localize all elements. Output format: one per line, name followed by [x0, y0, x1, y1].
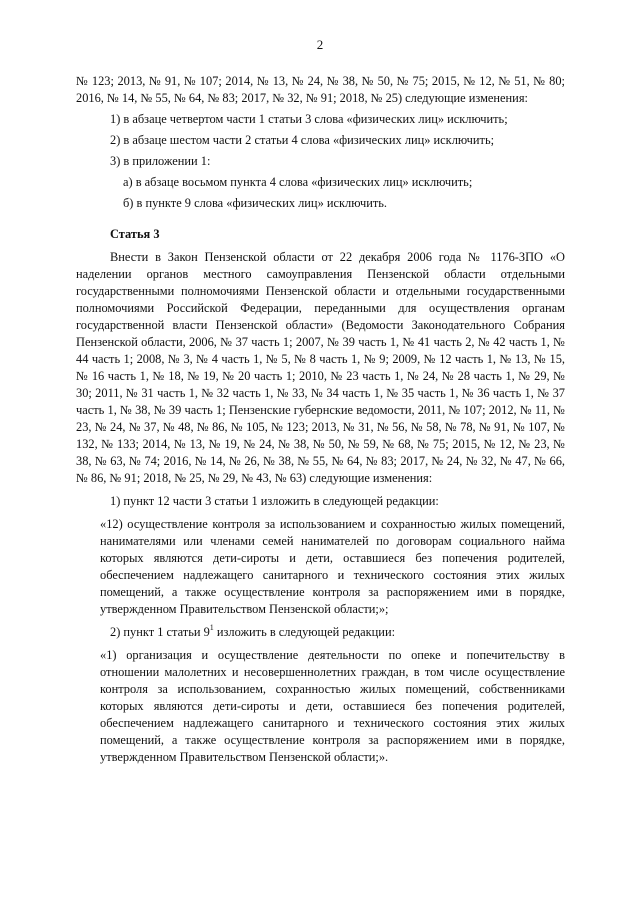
- intro-continuation: № 123; 2013, № 91, № 107; 2014, № 13, № 24, № 38, № 50, № 75; 2015, № 12, № 51, № 80; 2016, № 14, № 55, № 64, № 83; 2017, № 32, № 91; 2018, № 25) следующие изменения:: [76, 74, 565, 105]
- art2-subitem-b: б) в пункте 9 слова «физических лиц» исключить.: [123, 196, 388, 210]
- art2-subitem-a: а) в абзаце восьмом пункта 4 слова «физических лиц» исключить;: [123, 175, 473, 189]
- art2-item-3: 3) в приложении 1:: [110, 154, 211, 168]
- art3-item-2: [110, 624, 565, 641]
- article-3-heading: Статья 3: [110, 227, 160, 241]
- art3-item-1: 1) пункт 12 части 3 статьи 1 изложить в следующей редакции:: [110, 494, 439, 508]
- art3-item-2-before: 2) пункт 1 статьи 9: [110, 625, 210, 639]
- page-number: 2: [316, 37, 324, 52]
- document-body: [76, 73, 565, 766]
- art2-item-1: 1) в абзаце четвертом части 1 статьи 3 слова «физических лиц» исключить;: [110, 112, 508, 126]
- art3-item-2-after: изложить в следующей редакции:: [213, 625, 396, 639]
- art3-quote-2: «1) организация и осуществление деятельности по опеке и попечительству в отношении малолетних и несовершеннолетних граждан, в том числе осуществление контроля за использованием, сохранностью жилых помещений, собственниками которых являются дети-сироты и дети, оставшиеся без попечения родителей, обеспечением надлежащего санитарного и технического состояния этих жилых помещений, а также осуществление контроля за распоряжением ими в порядке, утвержденном Правительством Пензенской области;».: [100, 648, 565, 764]
- article-3-intro: Внести в Закон Пензенской области от 22 декабря 2006 года № 1176-ЗПО «О наделении органов местного самоуправления Пензенской области отдельными государственными полномочиями Пензенской области и отдельными государственными полномочиями Российской Федерации, переданными для осуществления органам государственной власти Пензенской области» (Ведомости Законодательного Собрания Пензенской области, 2006, № 37 часть 1; 2007, № 39 часть 1, № 41 часть 2, № 42 часть 1, № 44 часть 1; 2008, № 3, № 4 часть 1, № 5, № 8 часть 1, № 9; 2009, № 12 часть 1, № 13, № 15, № 16 часть 1, № 18, № 19, № 20 часть 1; 2010, № 23 часть 1, № 24, № 28 часть 1, № 29, № 30; 2011, № 31 часть 1, № 32 часть 1, № 33, № 34 часть 1, № 35 часть 1, № 36 часть 1, № 37 часть 1, № 38, № 39 часть 1; Пензенские губернские ведомости, 2011, № 107; 2012, № 11, № 23, № 24, № 37, № 48, № 86, № 105, № 123; 2013, № 31, № 56, № 58, № 78, № 91, № 107, № 132, № 133; 2014, № 13, № 19, № 24, № 38, № 50, № 59, № 68, № 75; 2015, № 12, № 23, № 38, № 63, № 74; 2016, № 14, № 26, № 38, № 55, № 64, № 83; 2017, № 24, № 32, № 47, № 66, № 86, № 91; 2018, № 25, № 29, № 43, № 63) следующие изменения:: [76, 250, 565, 485]
- art3-quote-1: «12) осуществление контроля за использованием и сохранностью жилых помещений, нанимателями или членами семей нанимателей по договорам социального найма которых являются дети-сироты и дети, оставшиеся без попечения родителей, обеспечением надлежащего санитарного и технического состояния этих жилых помещений, а также осуществление контроля за распоряжением ими в порядке, утвержденном Правительством Пензенской области;»;: [100, 517, 565, 616]
- art2-item-2: 2) в абзаце шестом части 2 статьи 4 слова «физических лиц» исключить;: [110, 133, 495, 147]
- art3-item-2-superscript: 1: [209, 622, 214, 632]
